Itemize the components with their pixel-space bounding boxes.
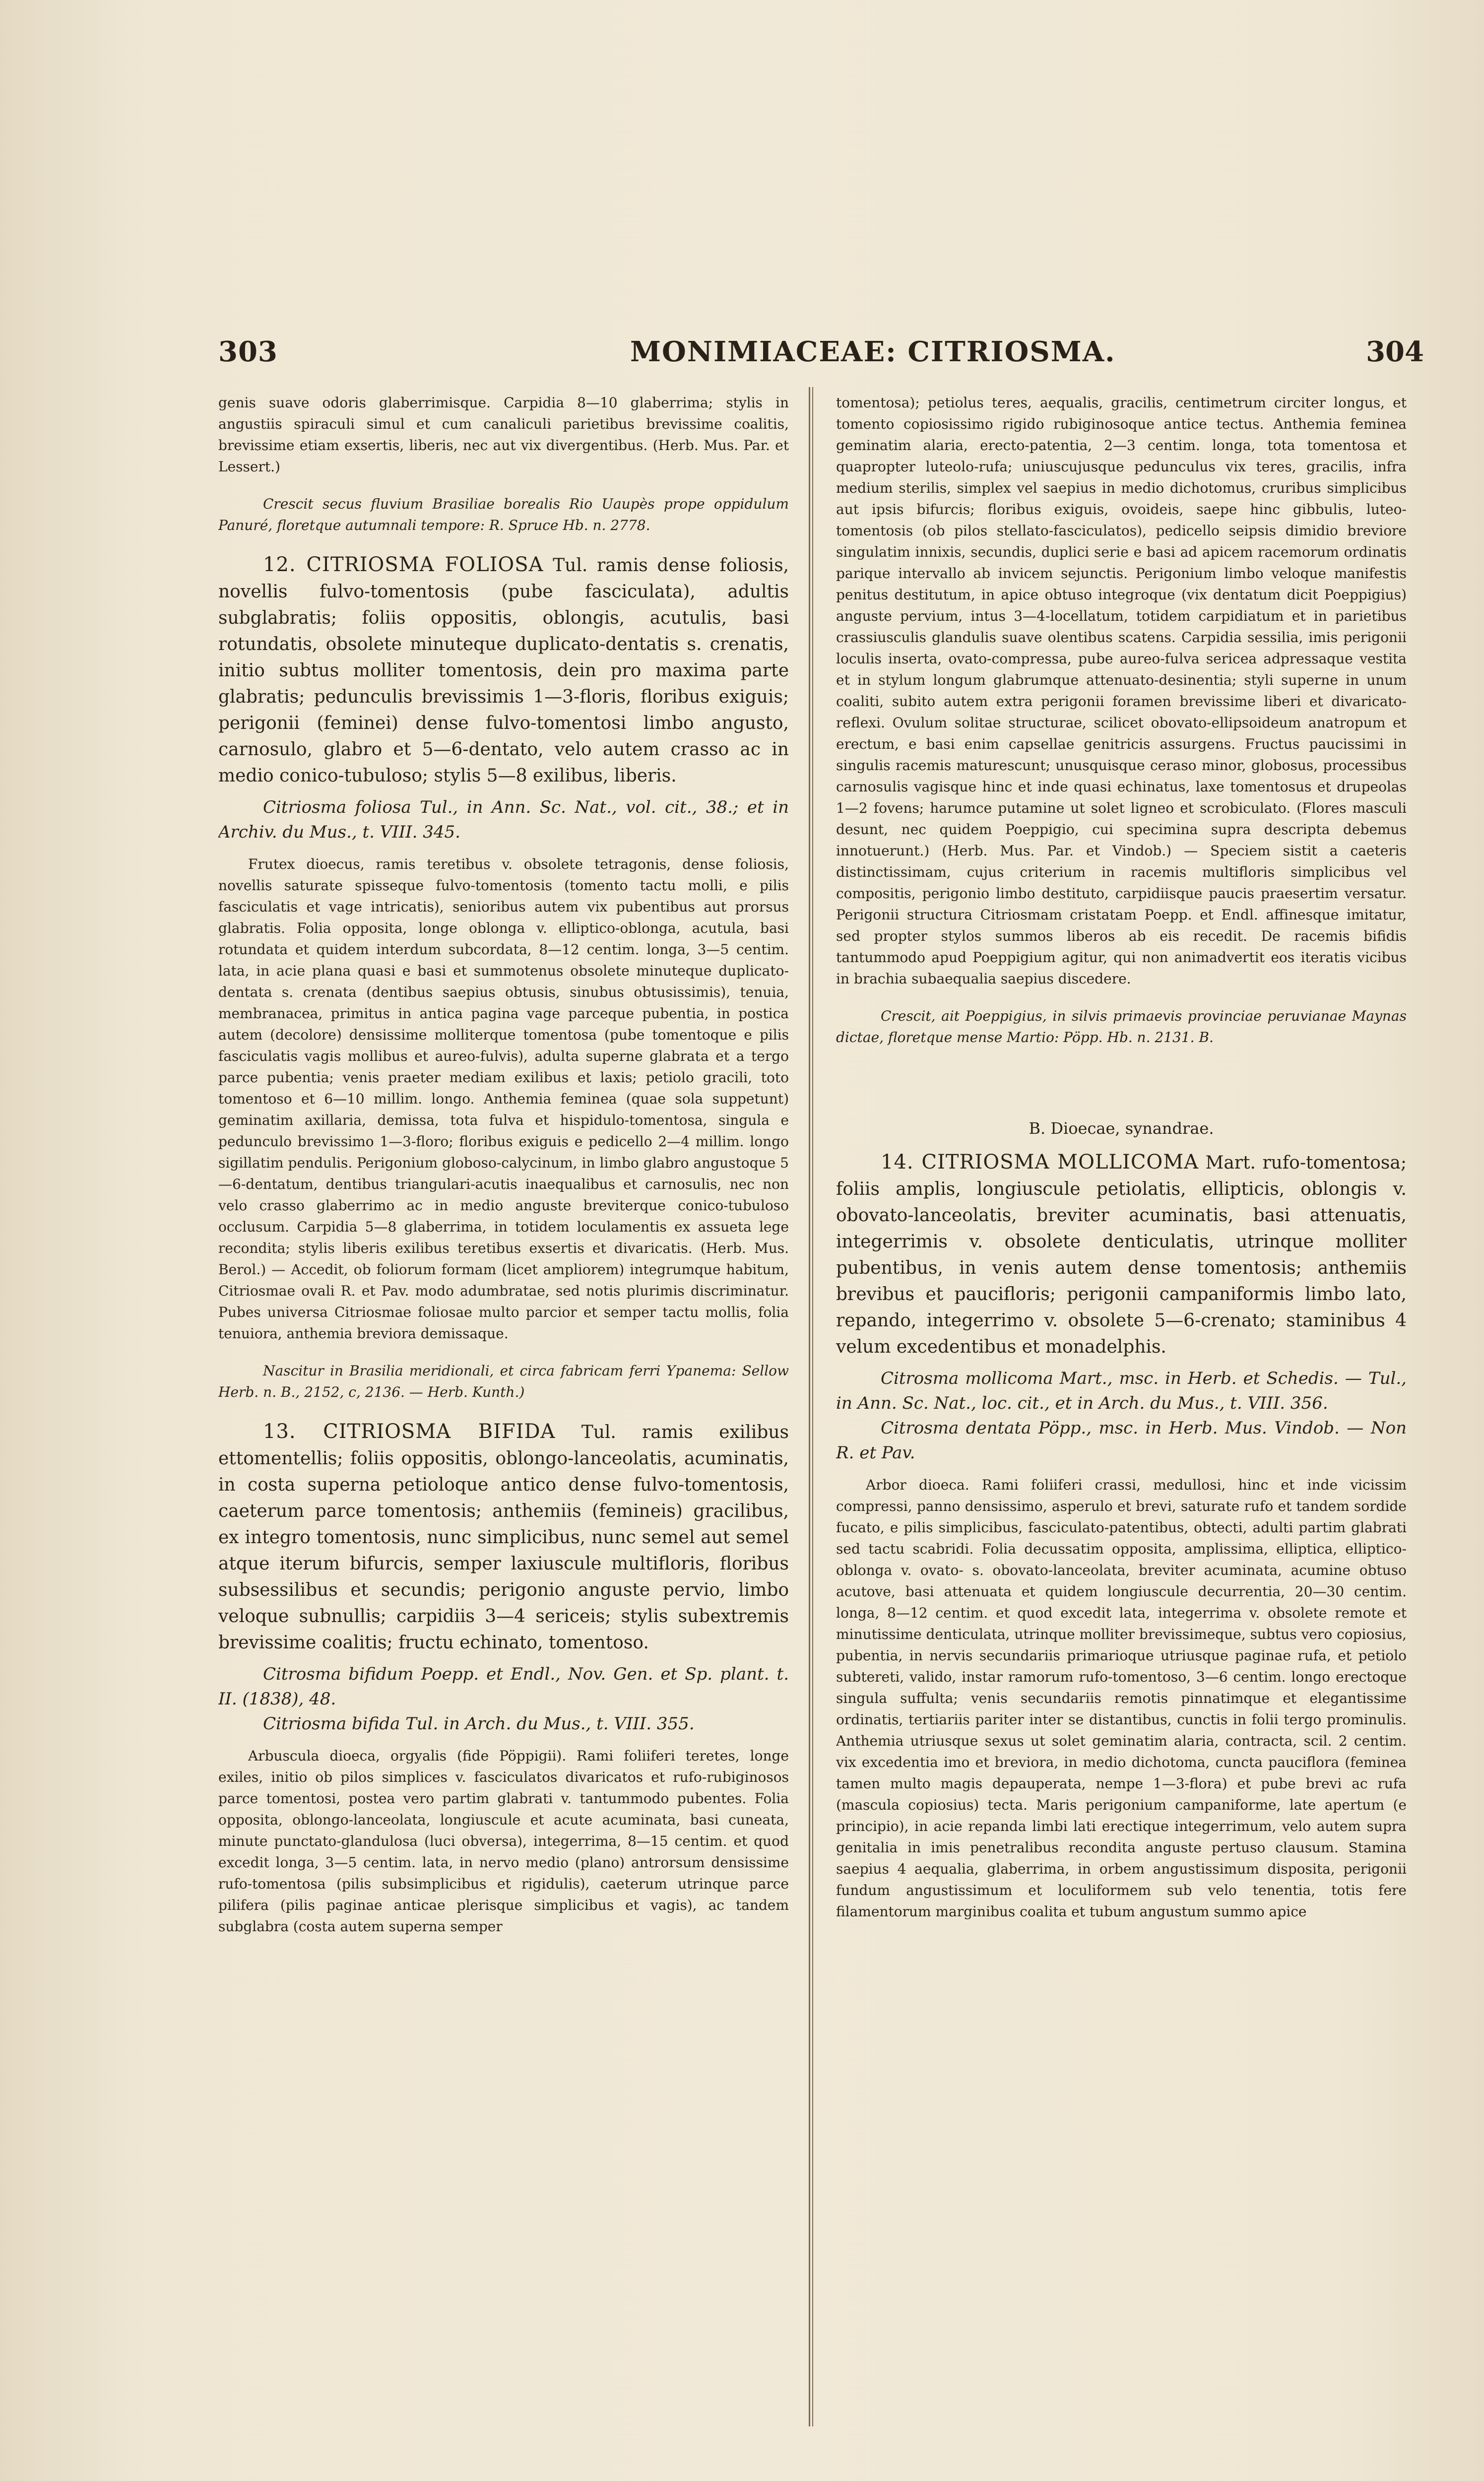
species-12-citations (218, 795, 789, 845)
species-12-habitat: Nascitur in Brasilia meridionali, et circa fabricam ferri Ypanema: Sellow Herb. n. B., 2152, c, 2136. — Herb. Kunth.) (218, 1363, 789, 1400)
running-title: MONIMIACEAE: CITRIOSMA. (630, 335, 1116, 368)
species-14-citations (836, 1366, 1407, 1465)
species-13-description: Arbuscula dioeca, orgyalis (fide Pöppigii). Rami foliiferi teretes, longe exiles, initio ob pilos simplices v. fasciculatos divaricatos et rufo-rubiginosos parce tomentosi, postea vero partim glabrati v. tantummodo pubentes. Folia opposita, oblongo-lanceolata, longiuscule et acute acuminata, basi cuneata, minute punctato-glandulosa (luci obversa), integerrima, 8—15 centim. et quod excedit longa, 3—5 centim. lata, in nervo medio (plano) antrorsum densissime rufo-tomentosa (pilis subsimplicibus et rigidulis), caeterum utrinque parce pilifera (pilis paginae anticae plerisque simplicibus et vagis), ac tandem subglabra (costa autem superna semper (218, 1748, 789, 1935)
page-number-right: 304 (1366, 335, 1424, 368)
column-rule-inner (812, 387, 813, 2426)
left-column (218, 392, 789, 2426)
species-13-title: 13. CITRIOSMA BIFIDA (263, 1420, 556, 1443)
species-13-citation-1: Citrosma bifidum Poepp. et Endl., Nov. Gen. et Sp. plant. t. II. (1838), 48. (218, 1664, 789, 1709)
right-column (836, 392, 1407, 2426)
paragraph-continued: genis suave odoris glaberrimisque. Carpidia 8—10 glaberrima; stylis in angustiis spiraculi simul et cum canaliculi parietibus brevissime coalitis, brevissime etiam exsertis, liberis, nec aut vix divergentibus. (Herb. Mus. Par. et Lessert.) (218, 394, 789, 475)
species-12-text: Tul. ramis dense foliosis, novellis fulvo-tomentosis (pube fasciculata), adultis subglabratis; foliis oppositis, oblongis, acutulis, basi rotundatis, obsolete minuteque duplicato-dentatis s. crenatis, initio subtus molliter tomentosis, dein pro maxima parte glabratis; pedunculis brevissimis 1—3-floris, floribus exiguis; perigonii (feminei) dense fulvo-tomentosi limbo angusto, carnosulo, glabro et 5—6-dentato, velo autem crasso ac in medio conico-tubuloso; stylis 5—8 exilibus, liberis. (218, 555, 789, 786)
page-number-left: 303 (218, 335, 278, 368)
section-heading: B. Dioecae, synandrae. (1029, 1119, 1214, 1138)
column-rule (809, 387, 810, 2426)
species-14-citation-2: Citrosma dentata Pöpp., msc. in Herb. Mus. Vindob. — Non R. et Pav. (836, 1418, 1407, 1463)
species-14-title: 14. CITRIOSMA MOLLICOMA (881, 1151, 1199, 1174)
species-13-citations (218, 1662, 789, 1736)
species-12-diagnosis (218, 552, 789, 789)
species-14-citation-1: Citrosma mollicoma Mart., msc. in Herb. et Schedis. — Tul., in Ann. Sc. Nat., loc. cit., et in Arch. du Mus., t. VIII. 356. (836, 1369, 1407, 1413)
species-13-citation-2: Citriosma bifida Tul. in Arch. du Mus., t. VIII. 355. (263, 1714, 695, 1734)
paragraph-continued-right: tomentosa); petiolus teres, aequalis, gracilis, centimetrum circiter longus, et tomento copiosissimo rigido rubiginosoque antice tectus. Anthemia feminea geminatim alaria, erecto-patentia, 2—3 centim. longa, tota tomentosa et quapropter luteolo-rufa; uniuscujusque pedunculus vix teres, gracilis, infra medium sterilis, simplex vel saepius in medio dichotomus, cruribus simplicibus aut ipsis bifurcis; floribus exiguis, ovoideis, saepe hinc gibbulis, luteo-tomentosis (ob pilos stellato-fasciculatos), pedicello seipsis dimidio breviore singulatim innixis, secundis, duplici serie e basi ad apicem racemorum ordinatis parique intervallo ab invicem sejunctis. Perigonium limbo veloque manifestis penitus destitutum, in apice obtuso integroque (vix dentatum dicit Poeppigius) anguste pervium, intus 3—4-locellatum, totidem carpidiatum et in parietibus crassiusculis glandulis suave olentibus scatens. Carpidia sessilia, imis perigonii loculis inserta, ovato-compressa, pube aureo-fulva sericea adpressaque vestita et in stylum longum glabrumque attenuato-desinentia; styli superne in unum coaliti, subito autem extra perigonii foramen brevissime liberi et divaricato-reflexi. Ovulum solitae structurae, scilicet obovato-ellipsoideum anatropum et erectum, e basi enim capsellae genitricis assurgens. Fructus paucissimi in singulis racemis maturescunt; unusquisque ceraso minor, globosus, processibus carnosulis vagisque hinc et inde quasi echinatus, laxe tomentosus et drupeolas 1—2 fovens; harumce putamine ut solet ligneo et scrobiculato. (Flores masculi desunt, nec quidem Poeppigio, cui specimina supra descripta debemus innotuerunt.) (Herb. Mus. Par. et Vindob.) — Speciem sistit a caeteris distinctissimam, cujus criterium in racemis multifloris simplicibus vel compositis, perigonio limbo destituto, carpidiisque paucis praesertim versatur. Perigonii structura Citriosmam cristatam Poepp. et Endl. affinesque imitatur, sed propter stylos summos liberos ab eis recedit. De racemis bifidis tantummodo apud Poeppigium agitur, qui non animadvertit eos iteratis vicibus in brachia subaequalia saepius discedere. (836, 394, 1407, 987)
species-13-text: Tul. ramis exilibus ettomentellis; foliis oppositis, oblongo-lanceolatis, acuminatis, in costa superna petioloque antico dense fulvo-tomentosis, caeterum parce tomentosis; anthemiis (femineis) gracilibus, ex integro tomentosis, nunc simplicibus, nunc semel aut semel atque iterum bifurcis, semper laxiuscule multifloris, floribus subsessilibus et secundis; perigonio anguste pervio, limbo veloque subnullis; carpidiis 3—4 sericeis; stylis subextremis brevissime coalitis; fructu echinato, tomentoso. (218, 1422, 789, 1653)
running-header (218, 331, 1444, 376)
species-13-habitat: Crescit, ait Poeppigius, in silvis primaevis provinciae peruvianae Maynas dictae, floretque mense Martio: Pöpp. Hb. n. 2131. B. (836, 1008, 1407, 1045)
species-14-text: Mart. rufo-tomentosa; foliis amplis, longiuscule petiolatis, ellipticis, oblongis v. obovato-lanceolatis, breviter acuminatis, basi attenuatis, integerrimis v. obsolete denticulatis, utrinque molliter pubentibus, in venis autem dense tomentosis; anthemiis brevibus et paucifloris; perigonii campaniformis limbo lato, repando, integerrimo v. obsolete 5—6-crenato; staminibus 4 velum excedentibus et monadelphis. (836, 1153, 1407, 1357)
species-12-description: Frutex dioecus, ramis teretibus v. obsolete tetragonis, dense foliosis, novellis saturate spisseque fulvo-tomentosis (tomento tactu molli, e pilis fasciculatis et vage intricatis), senioribus autem vix pubentibus aut prorsus glabratis. Folia opposita, longe oblonga v. elliptico-oblonga, acutula, basi rotundata et quidem interdum subcordata, 8—12 centim. longa, 3—5 centim. lata, in acie plana quasi e basi et summotenus obsolete minuteque duplicato-dentata s. crenata (dentibus saepius obtusis, sinubus obtusissimis), tenuia, membranacea, primitus in antica pagina vage parceque pubentia, in postica autem (decolore) densissime molliterque tomentosa (pube tomentoque e pilis fasciculatis vagis mollibus et aureo-fulvis), adulta superne glabrata et a tergo parce pubentia; venis praeter mediam exilibus et laxis; petiolo gracili, toto tomentoso et 6—10 millim. longo. Anthemia feminea (quae sola suppetunt) geminatim axillaria, demissa, tota fulva et hispidulo-tomentosa, singula e pedunculo brevissimo 1—3-floro; floribus exiguis e pedicello 2—4 millim. longo sigillatim pendulis. Perigonium globoso-calycinum, in limbo glabro angustoque 5—6-dentatum, dentibus triangulari-acutis inaequalibus et carnosulis, nec non velo crasso glaberrimo ac in medio anguste breviterque conico-tubuloso occlusum. Carpidia 5—8 glaberrima, in totidem loculamentis ex assueta lege recondita; stylis liberis exilibus teretibus exsertis et divaricatis. (Herb. Mus. Berol.) — Accedit, ob foliorum formam (licet ampliorem) integrumque habitum, Citriosmae ovali R. et Pav. modo adumbratae, sed notis plurimis discriminatur. Pubes universa Citriosmae foliosae multo parcior et semper tactu mollis, folia tenuiora, anthemia breviora demissaque. (218, 856, 789, 1342)
species-12-title: 12. CITRIOSMA FOLIOSA (263, 553, 544, 576)
species-12-citation: Citriosma foliosa Tul., in Ann. Sc. Nat., vol. cit., 38.; et in Archiv. du Mus., t. VIII. 345. (218, 797, 789, 842)
species-14-diagnosis (836, 1149, 1407, 1360)
species-14-description: Arbor dioeca. Rami foliiferi crassi, medullosi, hinc et inde vicissim compressi, panno densissimo, asperulo et brevi, saturate rufo et tandem sordide fucato, e pilis simplicibus, fasciculato-patentibus, obtecti, adulti partim glabrati sed tactu scabridi. Folia decussatim opposita, amplissima, elliptica, elliptico-oblonga v. ovato- s. obovato-lanceolata, breviter acuminata, acumine obtuso acutove, basi attenuata et quidem longiuscule decurrentia, 20—30 centim. longa, 8—12 centim. et quod excedit lata, integerrima v. obsolete remote et minutissime denticulata, utrinque molliter brevissimeque, subtus vero copiosius, pubentia, in nervis secundariis primarioque utriusque paginae rufa, et petiolo subtereti, valido, instar ramorum rufo-tomentoso, 3—6 centim. longo erectoque singula suffulta; venis secundariis remotis pinnatimque et elegantissime ordinatis, tertiariis pariter inter se distantibus, cunctis in folii tergo prominulis. Anthemia utriusque sexus ut solet geminatim alaria, contracta, scil. 2 centim. vix excedentia imo et breviora, in medio dichotoma, cuncta pauciflora (feminea tamen multo magis depauperata, nempe 1—3-flora) et pube brevi ac rufa (mascula copiosius) tecta. Maris perigonium campaniforme, late apertum (e principio), in acie repanda limbi lati erectique integerrimum, velo autem supra genitalia in imis penetralibus recondita anguste pertuso clausum. Stamina saepius 4 aequalia, glaberrima, in orbem angustissimum disposita, perigonii fundum angustissimum et loculiformem sub velo tenentia, totis fere filamentorum marginibus coalita et tubum angustum summo apice (836, 1477, 1407, 1920)
species-13-diagnosis (218, 1419, 789, 1656)
habitat-note: Crescit secus fluvium Brasiliae borealis Rio Uaupès prope oppidulum Panuré, floretque autumnali tempore: R. Spruce Hb. n. 2778. (218, 496, 789, 533)
